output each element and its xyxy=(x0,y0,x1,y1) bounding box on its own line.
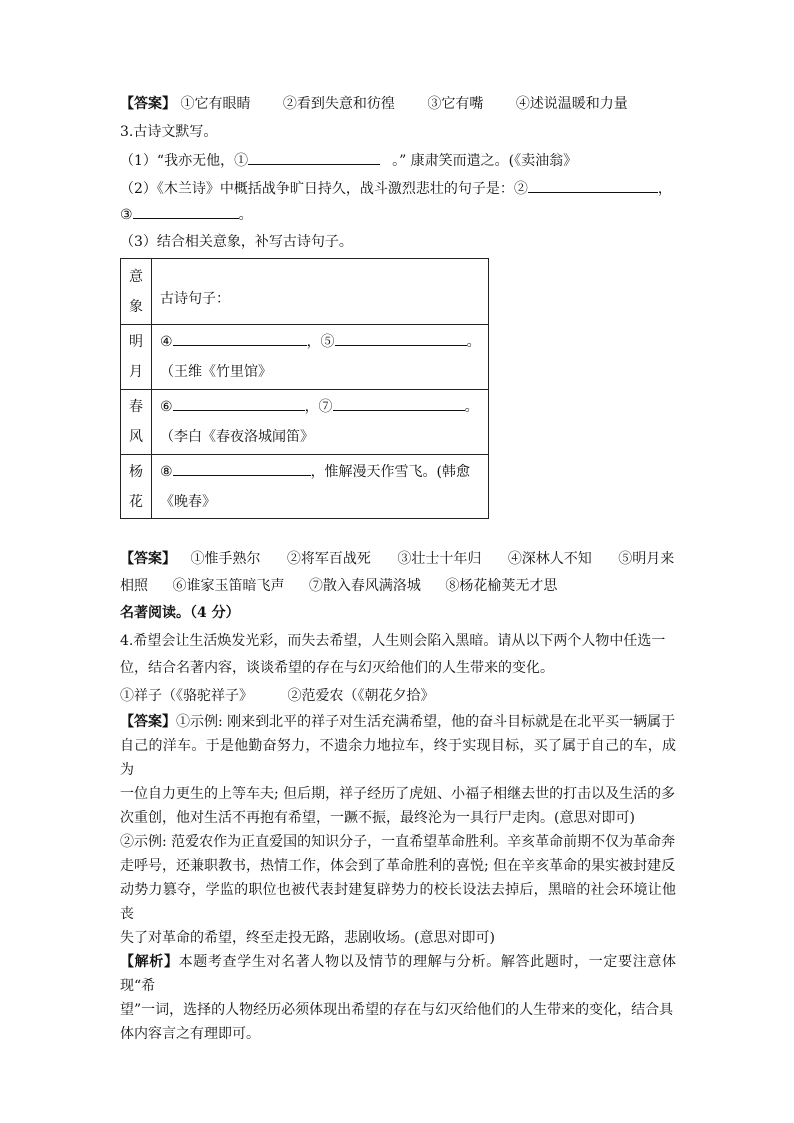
image-char: 花 xyxy=(129,493,143,510)
table-header-row xyxy=(121,259,489,325)
q3-sub1-suffix: 。” 康肃笑而遣之。(《卖油翁》 xyxy=(392,153,578,169)
answer-text: 动势力篡夺，学监的职位也被代表封建复辟势力的校长设法去掉后，黑暗的社会环境让他丧 xyxy=(120,882,676,922)
image-char: 春 xyxy=(129,399,143,415)
q3-sub2-line1 xyxy=(120,178,672,199)
table-row xyxy=(121,455,489,519)
header-image-char: 意 xyxy=(129,268,143,285)
q4-option: ①祥子（《骆驼祥子》 xyxy=(120,688,253,704)
q3-sub2-text: （2）《木兰诗》中概括战争旷日持久，战斗激烈悲壮的句子是：② xyxy=(120,181,528,197)
q4-line: 位，结合名著内容，谈谈希望的存在与幻灭给他们的人生带来的变化。 xyxy=(120,660,554,676)
answer-item: ①它有眼睛 xyxy=(180,96,251,112)
q3-title: 3.古诗文默写。 xyxy=(120,124,218,140)
image-cell xyxy=(121,455,152,519)
answer-text: 次重创，他对生活不再抱有希望，一蹶不振，最终沦为一具行尸走肉。(意思对即可) xyxy=(120,810,635,826)
poem-table xyxy=(120,258,489,519)
answer-item: ⑤明月来 xyxy=(618,551,675,567)
answer-row-3a xyxy=(120,549,674,569)
image-cell xyxy=(121,390,152,455)
answer-row-3b xyxy=(120,576,557,596)
answer-blank xyxy=(173,396,305,411)
blank-number: ⑥ xyxy=(160,399,173,415)
image-cell xyxy=(121,325,152,390)
image-char: 月 xyxy=(129,364,143,380)
answer-item: ⑥谁家玉笛暗飞声 xyxy=(172,578,285,594)
answer-blank xyxy=(335,331,467,346)
punctuation: 。 xyxy=(464,399,479,415)
punctuation: 。 xyxy=(466,334,481,350)
header-sentence-label: 古诗句子： xyxy=(160,290,230,307)
answer-item: 相照 xyxy=(120,578,148,594)
answer-label: 【答案】 xyxy=(120,96,176,112)
q4-answer xyxy=(120,710,676,1046)
q3-sub2-line2-suffix: 。 xyxy=(238,207,253,223)
answer-item: ③它有嘴 xyxy=(427,96,484,112)
answer-item: ③壮士十年归 xyxy=(397,551,482,567)
answer-item: ①惟手熟尔 xyxy=(190,551,261,567)
q3-sub3: （3）结合相关意象，补写古诗句子。 xyxy=(120,234,353,250)
q4-options xyxy=(120,686,434,706)
poem-source: （王维《竹里馆》 xyxy=(160,364,272,380)
blank-number: ，⑦ xyxy=(304,399,333,415)
poem-source: （李白《春夜洛城闻笛》 xyxy=(160,429,314,445)
blank-number: ⑧ xyxy=(160,463,173,480)
q4-option: ②范爱农（《朝花夕拾》 xyxy=(287,688,435,704)
answer-label: 【答案】 xyxy=(120,714,176,730)
answer-item: ④深林人不知 xyxy=(507,551,592,567)
sentence-cell xyxy=(152,390,489,455)
image-char: 明 xyxy=(129,334,143,350)
table-row xyxy=(121,390,489,455)
section-title: 名著阅读。（4 分） xyxy=(120,605,240,621)
answer-row-1 xyxy=(120,94,628,114)
blank-number: ，⑤ xyxy=(306,334,335,350)
poem-source: 《晚春》 xyxy=(160,493,216,510)
image-char: 杨 xyxy=(129,463,143,480)
answer-blank xyxy=(248,150,380,165)
analysis-text: 本题考查学生对名著人物以及情节的理解与分析。解答此题时，一定要注意体现“希 xyxy=(120,954,677,994)
q4-line: 4.希望会让生活焕发光彩，而失去希望，人生则会陷入黑暗。请从以下两个人物中任选一 xyxy=(120,633,666,649)
q3-sub2-end: ， xyxy=(657,181,672,197)
answer-item: ⑦散入春风满洛城 xyxy=(308,578,421,594)
blank-number: ④ xyxy=(160,334,173,350)
q3-sub1-prefix: （1）“我亦无他，① xyxy=(120,153,249,169)
answer-label: 【答案】 xyxy=(120,551,176,567)
answer-blank xyxy=(528,178,658,193)
table-row xyxy=(121,325,489,390)
header-sentence-cell xyxy=(152,259,489,325)
answer-item: ⑧杨花榆荚无才思 xyxy=(445,578,558,594)
analysis-label: 【解析】 xyxy=(120,954,179,970)
answer-item: ②将军百战死 xyxy=(286,551,371,567)
answer-blank xyxy=(173,461,311,476)
answer-text: 一位自力更生的上等车夫; 但后期，祥子经历了虎妞、小福子相继去世的打击以及生活的多 xyxy=(120,786,676,802)
answer-text: 自己的洋车。于是他勤奋努力，不遗余力地拉车，终于实现目标，买了属于自己的车，成为 xyxy=(120,738,676,778)
header-image-cell xyxy=(121,259,152,325)
answer-blank xyxy=(333,396,465,411)
answer-text: ②示例: 范爱农作为正直爱国的知识分子，一直希望革命胜利。辛亥革命前期不仅为革命奔 xyxy=(120,834,676,850)
answer-text: ①示例: 刚来到北平的祥子对生活充满希望，他的奋斗目标就是在北平买一辆属于 xyxy=(176,714,676,730)
image-char: 风 xyxy=(129,429,143,445)
answer-blank xyxy=(133,204,239,219)
answer-item: ②看到失意和彷徨 xyxy=(282,96,395,112)
sentence-cell xyxy=(152,455,489,519)
q3-sub2-line2-prefix: ③ xyxy=(120,207,133,223)
answer-text: 失了对革命的希望，终至走投无路，悲剧收场。(意思对即可) xyxy=(120,930,495,946)
q3-sub2-line2 xyxy=(120,204,253,225)
analysis-text: 望”一词，选择的人物经历必须体现出希望的存在与幻灭给他们的人生带来的变化，结合具 xyxy=(120,1002,674,1018)
q3-sub1 xyxy=(120,150,577,171)
answer-item: ④述说温暖和力量 xyxy=(515,96,628,112)
sentence-cell xyxy=(152,325,489,390)
header-image-char: 象 xyxy=(129,298,143,315)
sentence-text: ，惟解漫天作雪飞。(韩愈 xyxy=(310,463,471,480)
analysis-text: 体内容言之有理即可。 xyxy=(120,1026,260,1042)
answer-text: 走呼号，还兼职教书，热情工作，体会到了革命胜利的喜悦; 但在辛亥革命的果实被封建反 xyxy=(120,858,676,874)
answer-blank xyxy=(173,331,307,346)
